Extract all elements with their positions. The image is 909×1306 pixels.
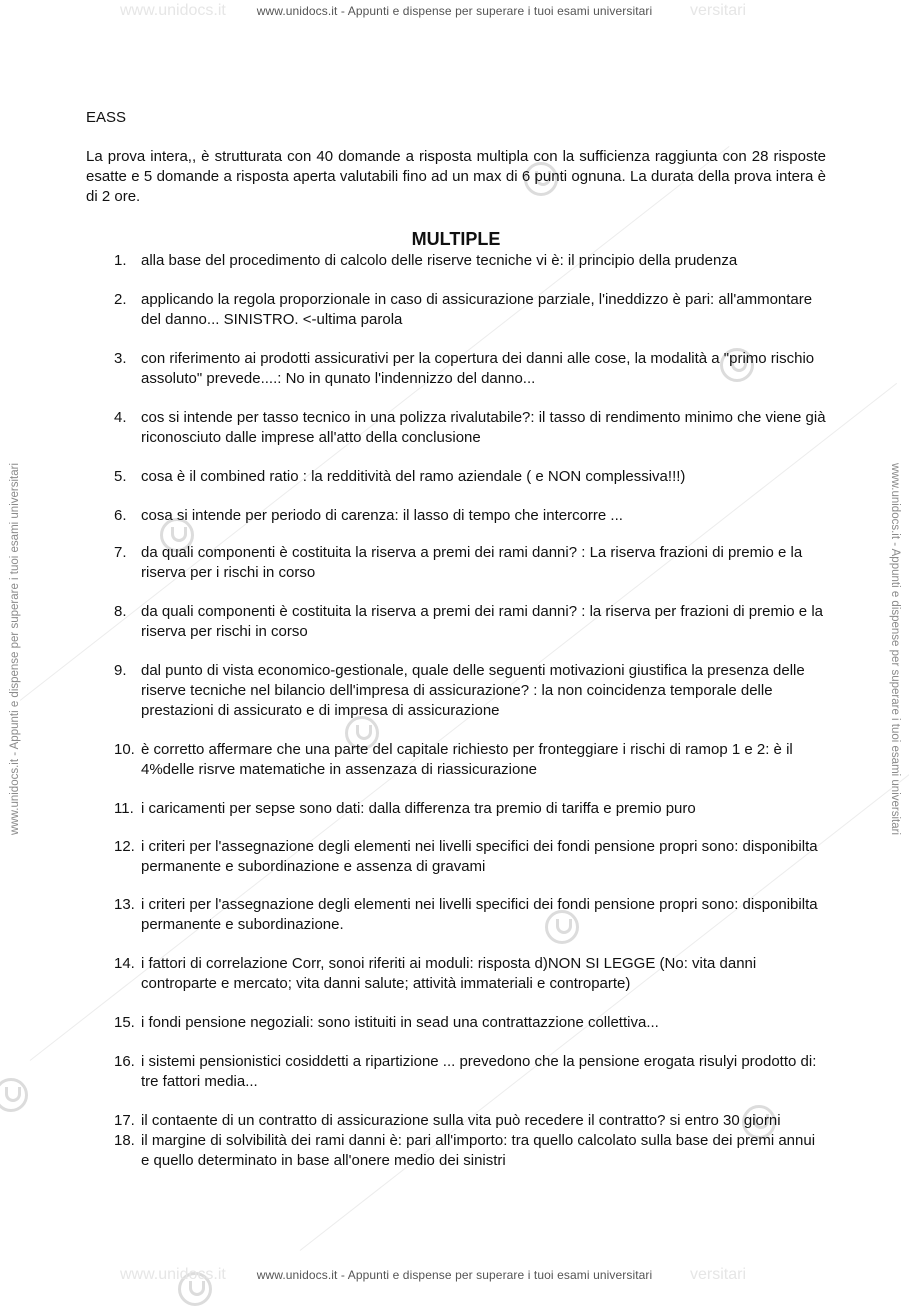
- question-text: cosa si intende per periodo di carenza: il lasso di tempo che intercorre ...: [141, 507, 623, 524]
- question-item: [86, 895, 826, 935]
- question-number: 8.: [114, 603, 127, 620]
- watermark-side-right: www.unidocs.it - Appunti e dispense per superare i tuoi esami universitari: [889, 462, 901, 836]
- question-number: 4.: [114, 409, 127, 426]
- question-text: alla base del procedimento di calcolo delle riserve tecniche vi è: il principio della prudenza: [141, 252, 738, 269]
- question-number: 13.: [114, 896, 135, 913]
- question-text: i sistemi pensionistici cosiddetti a ripartizione ... prevedono che la pensione erogata risulyi prodotto di: tre fattori media...: [141, 1053, 817, 1090]
- document-label: EASS: [86, 109, 127, 126]
- question-text: i criteri per l'assegnazione degli elementi nei livelli specifici dei fondi pensione propri sono: disponibilta permanente e subordinazione.: [141, 896, 818, 933]
- question-item: [86, 799, 826, 819]
- question-number: 18.: [114, 1132, 135, 1149]
- question-number: 10.: [114, 741, 135, 758]
- question-number: 2.: [114, 291, 127, 308]
- question-item: [86, 740, 826, 780]
- question-item: [86, 543, 826, 583]
- question-item: [86, 1111, 826, 1131]
- question-text: i caricamenti per sepse sono dati: dalla differenza tra premio di tariffa e premio puro: [141, 800, 696, 817]
- question-text: i fattori di correlazione Corr, sonoi riferiti ai moduli: risposta d)NON SI LEGGE (No: vita danni controparte e mercato; vita danni salute; attività immateriali e controparte): [141, 955, 757, 992]
- question-number: 6.: [114, 507, 127, 524]
- question-number: 14.: [114, 955, 135, 972]
- watermark-ghost-bottom-right: versitari: [690, 1266, 747, 1283]
- question-text: cosa è il combined ratio : la redditività del ramo aziendale ( e NON complessiva!!!): [141, 468, 686, 485]
- question-item: [86, 1131, 826, 1171]
- question-text: è corretto affermare che una parte del capitale richiesto per fronteggiare i rischi di ramop 1 e 2: è il 4%delle risrve matematiche in assenzaza di riassicurazione: [141, 741, 793, 778]
- question-number: 12.: [114, 838, 135, 855]
- question-item: [86, 349, 826, 389]
- watermark-side-left: www.unidocs.it - Appunti e dispense per superare i tuoi esami universitari: [9, 462, 21, 836]
- question-text: applicando la regola proporzionale in caso di assicurazione parziale, l'ineddizzo è pari: all'ammontare del danno... SINISTRO. <-ultima parola: [141, 291, 813, 328]
- watermark-banner-bottom: www.unidocs.it - Appunti e dispense per superare i tuoi esami universitari: [256, 1268, 653, 1282]
- question-item: [86, 602, 826, 642]
- question-number: 5.: [114, 468, 127, 485]
- question-text: cos si intende per tasso tecnico in una polizza rivalutabile?: il tasso di rendimento minimo che viene già riconosciuto dalle imprese all'atto della conclusione: [141, 409, 826, 446]
- question-item: [86, 1013, 826, 1033]
- question-number: 1.: [114, 252, 127, 269]
- question-number: 15.: [114, 1014, 135, 1031]
- question-number: 7.: [114, 544, 127, 561]
- question-item: [86, 1052, 826, 1092]
- question-number: 17.: [114, 1112, 135, 1129]
- watermark-ghost-top-left: www.unidocs.it: [120, 2, 226, 19]
- question-text: dal punto di vista economico-gestionale, quale delle seguenti motivazioni giustifica la presenza delle riserve tecniche nel bilancio dell'impresa di assicurazione? : la non coincidenza temporale delle prestazioni di assicurato e di impresa di assicurazione: [141, 662, 805, 719]
- question-number: 16.: [114, 1053, 135, 1070]
- watermark-banner-top: www.unidocs.it - Appunti e dispense per superare i tuoi esami universitari: [256, 4, 653, 18]
- question-item: [86, 837, 826, 877]
- document-body: [86, 108, 826, 1171]
- question-item: [86, 506, 826, 526]
- question-text: il margine di solvibilità dei rami danni è: pari all'importo: tra quello calcolato sulla base dei premi annui e quello determinato in base all'onere medio dei sinistri: [141, 1132, 816, 1169]
- question-list: [86, 251, 826, 1171]
- question-text: da quali componenti è costituita la riserva a premi dei rami danni? : La riserva frazioni di premio e la riserva per i rischi in corso: [141, 544, 803, 581]
- question-item: [86, 467, 826, 487]
- intro-paragraph: La prova intera,, è strutturata con 40 domande a risposta multipla con la sufficienza raggiunta con 28 risposte esatte e 5 domande a risposta aperta valutabili fino ad un max di 6 punti ognuna. La durata della prova intera è di 2 ore.: [86, 148, 826, 205]
- question-item: [86, 661, 826, 721]
- question-item: [86, 290, 826, 330]
- question-text: da quali componenti è costituita la riserva a premi dei rami danni? : la riserva per frazioni di premio e la riserva per rischi in corso: [141, 603, 823, 640]
- question-number: 9.: [114, 662, 127, 679]
- section-title: MULTIPLE: [411, 229, 501, 249]
- question-item: [86, 954, 826, 994]
- question-item: [86, 408, 826, 448]
- question-number: 11.: [114, 800, 134, 817]
- question-text: i fondi pensione negoziali: sono istituiti in sead una contrattazzione collettiva...: [141, 1014, 659, 1031]
- question-text: i criteri per l'assegnazione degli elementi nei livelli specifici dei fondi pensione propri sono: disponibilta permanente e subordinazione e assenza di gravami: [141, 838, 818, 875]
- question-text: il contaente di un contratto di assicurazione sulla vita può recedere il contratto? si entro 30 giorni: [141, 1112, 781, 1129]
- watermark-logo-icon: [0, 1078, 28, 1112]
- question-text: con riferimento ai prodotti assicurativi per la copertura dei danni alle cose, la modalità a "primo rischio assoluto" prevede....: No in qunato l'indennizzo del danno...: [141, 350, 815, 387]
- question-number: 3.: [114, 350, 127, 367]
- watermark-ghost-bottom-left: www.unidocs.it: [120, 1266, 226, 1283]
- question-item: [86, 251, 826, 271]
- watermark-ghost-top-right: versitari: [690, 2, 747, 19]
